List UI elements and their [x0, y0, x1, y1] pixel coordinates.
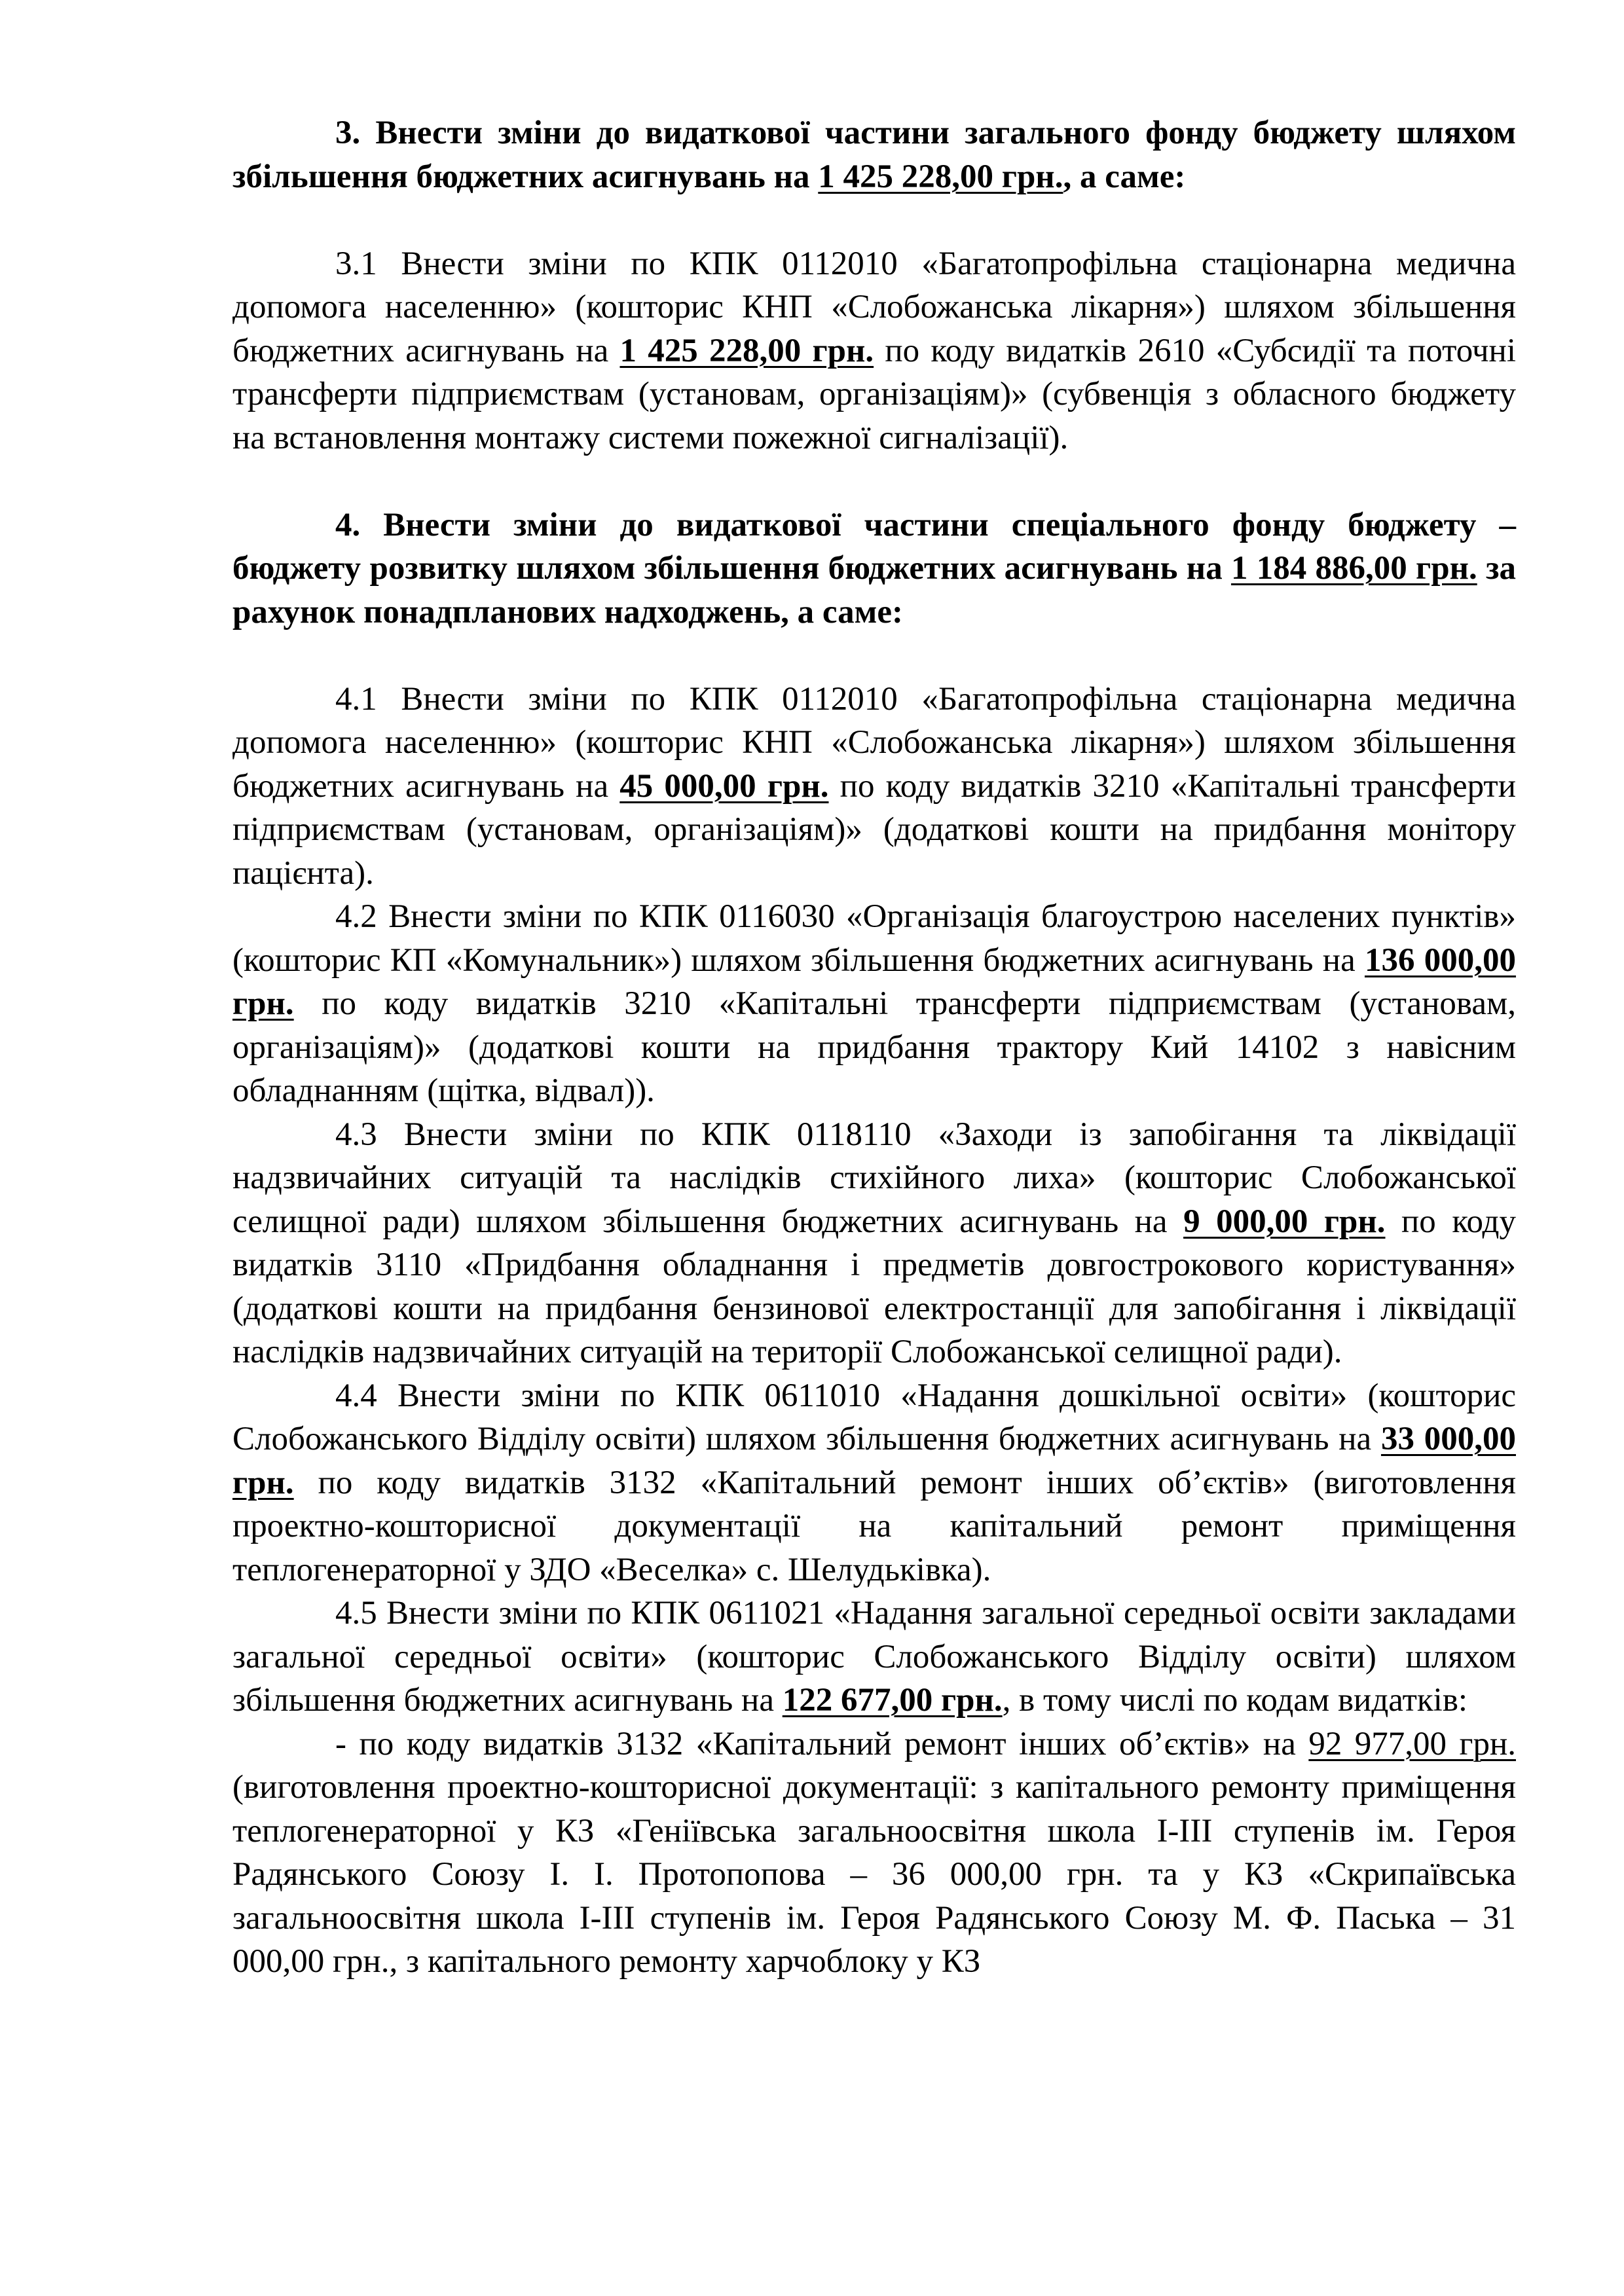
item-4-1-amount: 45 000,00 грн. — [619, 767, 829, 805]
subitem-3132-text: - по коду видатків 3132 «Капітальний ремонт інших об’єктів» на — [335, 1725, 1309, 1762]
section-4-heading-text: 4. Внести зміни до видаткової частини спеціального фонду бюджету – бюджету розвитку шляхом збільшення бюджетних асигнувань на — [232, 506, 1516, 587]
item-4-3-amount: 9 000,00 грн. — [1183, 1203, 1386, 1240]
item-4-2-tail: по коду видатків 3210 «Капітальні трансферти підприємствам (установам, організаціям)» (додаткові кошти на придбання трактору Кий 14102 з навісним обладнанням (щітка, відвал)). — [232, 985, 1516, 1109]
item-4-1-tail: по коду видатків 3210 «Капітальні трансферти підприємствам (установам, організаціям)» (додаткові кошти на придбання монітору пацієнта). — [232, 767, 1516, 892]
item-4-5-text: 4.5 Внести зміни по КПК 0611021 «Надання загальної середньої освіти закладами загальної середньої освіти» (кошторис Слобожанського Відділу освіти) шляхом збільшення бюджетних асигнувань на — [232, 1595, 1516, 1719]
item-4-2-amount: 136 000,00 грн. — [232, 941, 1517, 1022]
item-4-5-amount: 122 677,00 грн. — [782, 1682, 1003, 1719]
subitem-3132-amount: 92 977,00 грн. — [1308, 1725, 1516, 1762]
item-3-1-tail: по коду видатків 2610 «Субсидії та поточні трансферти підприємствам (установам, організаціям)» (субвенція з обласного бюджету на встановлення монтажу системи пожежної сигналізації). — [232, 332, 1516, 456]
section-3-heading-tail: , а саме: — [1063, 158, 1186, 195]
spacer — [232, 634, 1516, 678]
item-4-3-tail: по коду видатків 3110 «Придбання обладнання і предметів довгострокового користування» (додаткові кошти на придбання бензинової електростанції для запобігання і ліквідації наслідків надзвичайних ситуацій на території Слобожанської селищної ради). — [232, 1203, 1516, 1370]
section-4-heading — [232, 503, 1516, 634]
item-4-2 — [232, 895, 1516, 1113]
item-4-1-text: 4.1 Внести зміни по КПК 0112010 «Багатопрофільна стаціонарна медична допомога населенню» (кошторис КНП «Слобожанська лікарня») шляхом збільшення бюджетних асигнувань на — [232, 680, 1516, 805]
item-4-5 — [232, 1592, 1516, 1722]
section-4-heading-tail: за рахунок понадпланових надходжень, а саме: — [232, 550, 1516, 630]
section-3-heading-text: 3. Внести зміни до видаткової частини загального фонду бюджету шляхом збільшення бюджетних асигнувань на — [232, 115, 1516, 195]
section-3-heading — [232, 111, 1516, 198]
subitem-3132-tail: (виготовлення проектно-кошторисної документації: з капітального ремонту приміщення теплогенераторної у КЗ «Геніївська загальноосвітня школа І-ІІІ ступенів ім. Героя Радянського Союзу І. І. Протопопова – 36 000,00 грн. та у КЗ «Скрипаївська загальноосвітня школа І-ІІІ ступенів ім. Героя Радянського Союзу М. Ф. Паська – 31 000,00 грн., з капітального ремонту харчоблоку у КЗ — [232, 1769, 1516, 1980]
text-column — [232, 111, 1516, 1984]
item-4-4-text: 4.4 Внести зміни по КПК 0611010 «Надання дошкільної освіти» (кошторис Слобожанського Відділу освіти) шляхом збільшення бюджетних асигнувань на — [232, 1377, 1516, 1457]
subitem-code-3132 — [232, 1722, 1516, 1984]
item-3-1-amount: 1 425 228,00 грн. — [619, 332, 874, 369]
item-4-3 — [232, 1113, 1516, 1374]
item-3-1 — [232, 242, 1516, 460]
section-3-amount: 1 425 228,00 грн. — [818, 158, 1063, 195]
item-4-4 — [232, 1374, 1516, 1592]
item-4-4-amount: 33 000,00 грн. — [232, 1421, 1516, 1501]
spacer — [232, 198, 1516, 242]
item-4-2-text: 4.2 Внести зміни по КПК 0116030 «Організація благоустрою населених пунктів» (кошторис КП «Комунальник») шляхом збільшення бюджетних асигнувань на — [232, 898, 1516, 979]
spacer — [232, 460, 1516, 503]
section-4-amount: 1 184 886,00 грн. — [1230, 550, 1477, 587]
item-4-5-tail: , в тому числі по кодам видатків: — [1002, 1682, 1468, 1719]
item-4-4-tail: по коду видатків 3132 «Капітальний ремонт інших об’єктів» (виготовлення проектно-кошторисної документації на капітальний ремонт приміщення теплогенераторної у ЗДО «Веселка» с. Шелудьківка). — [232, 1464, 1516, 1588]
item-4-3-text: 4.3 Внести зміни по КПК 0118110 «Заходи із запобігання та ліквідації надзвичайних ситуацій та наслідків стихійного лиха» (кошторис Слобожанської селищної ради) шляхом збільшення бюджетних асигнувань на — [232, 1116, 1516, 1240]
item-4-1 — [232, 678, 1516, 896]
item-3-1-text: 3.1 Внести зміни по КПК 0112010 «Багатопрофільна стаціонарна медична допомога населенню» (кошторис КНП «Слобожанська лікарня») шляхом збільшення бюджетних асигнувань на — [232, 245, 1516, 369]
